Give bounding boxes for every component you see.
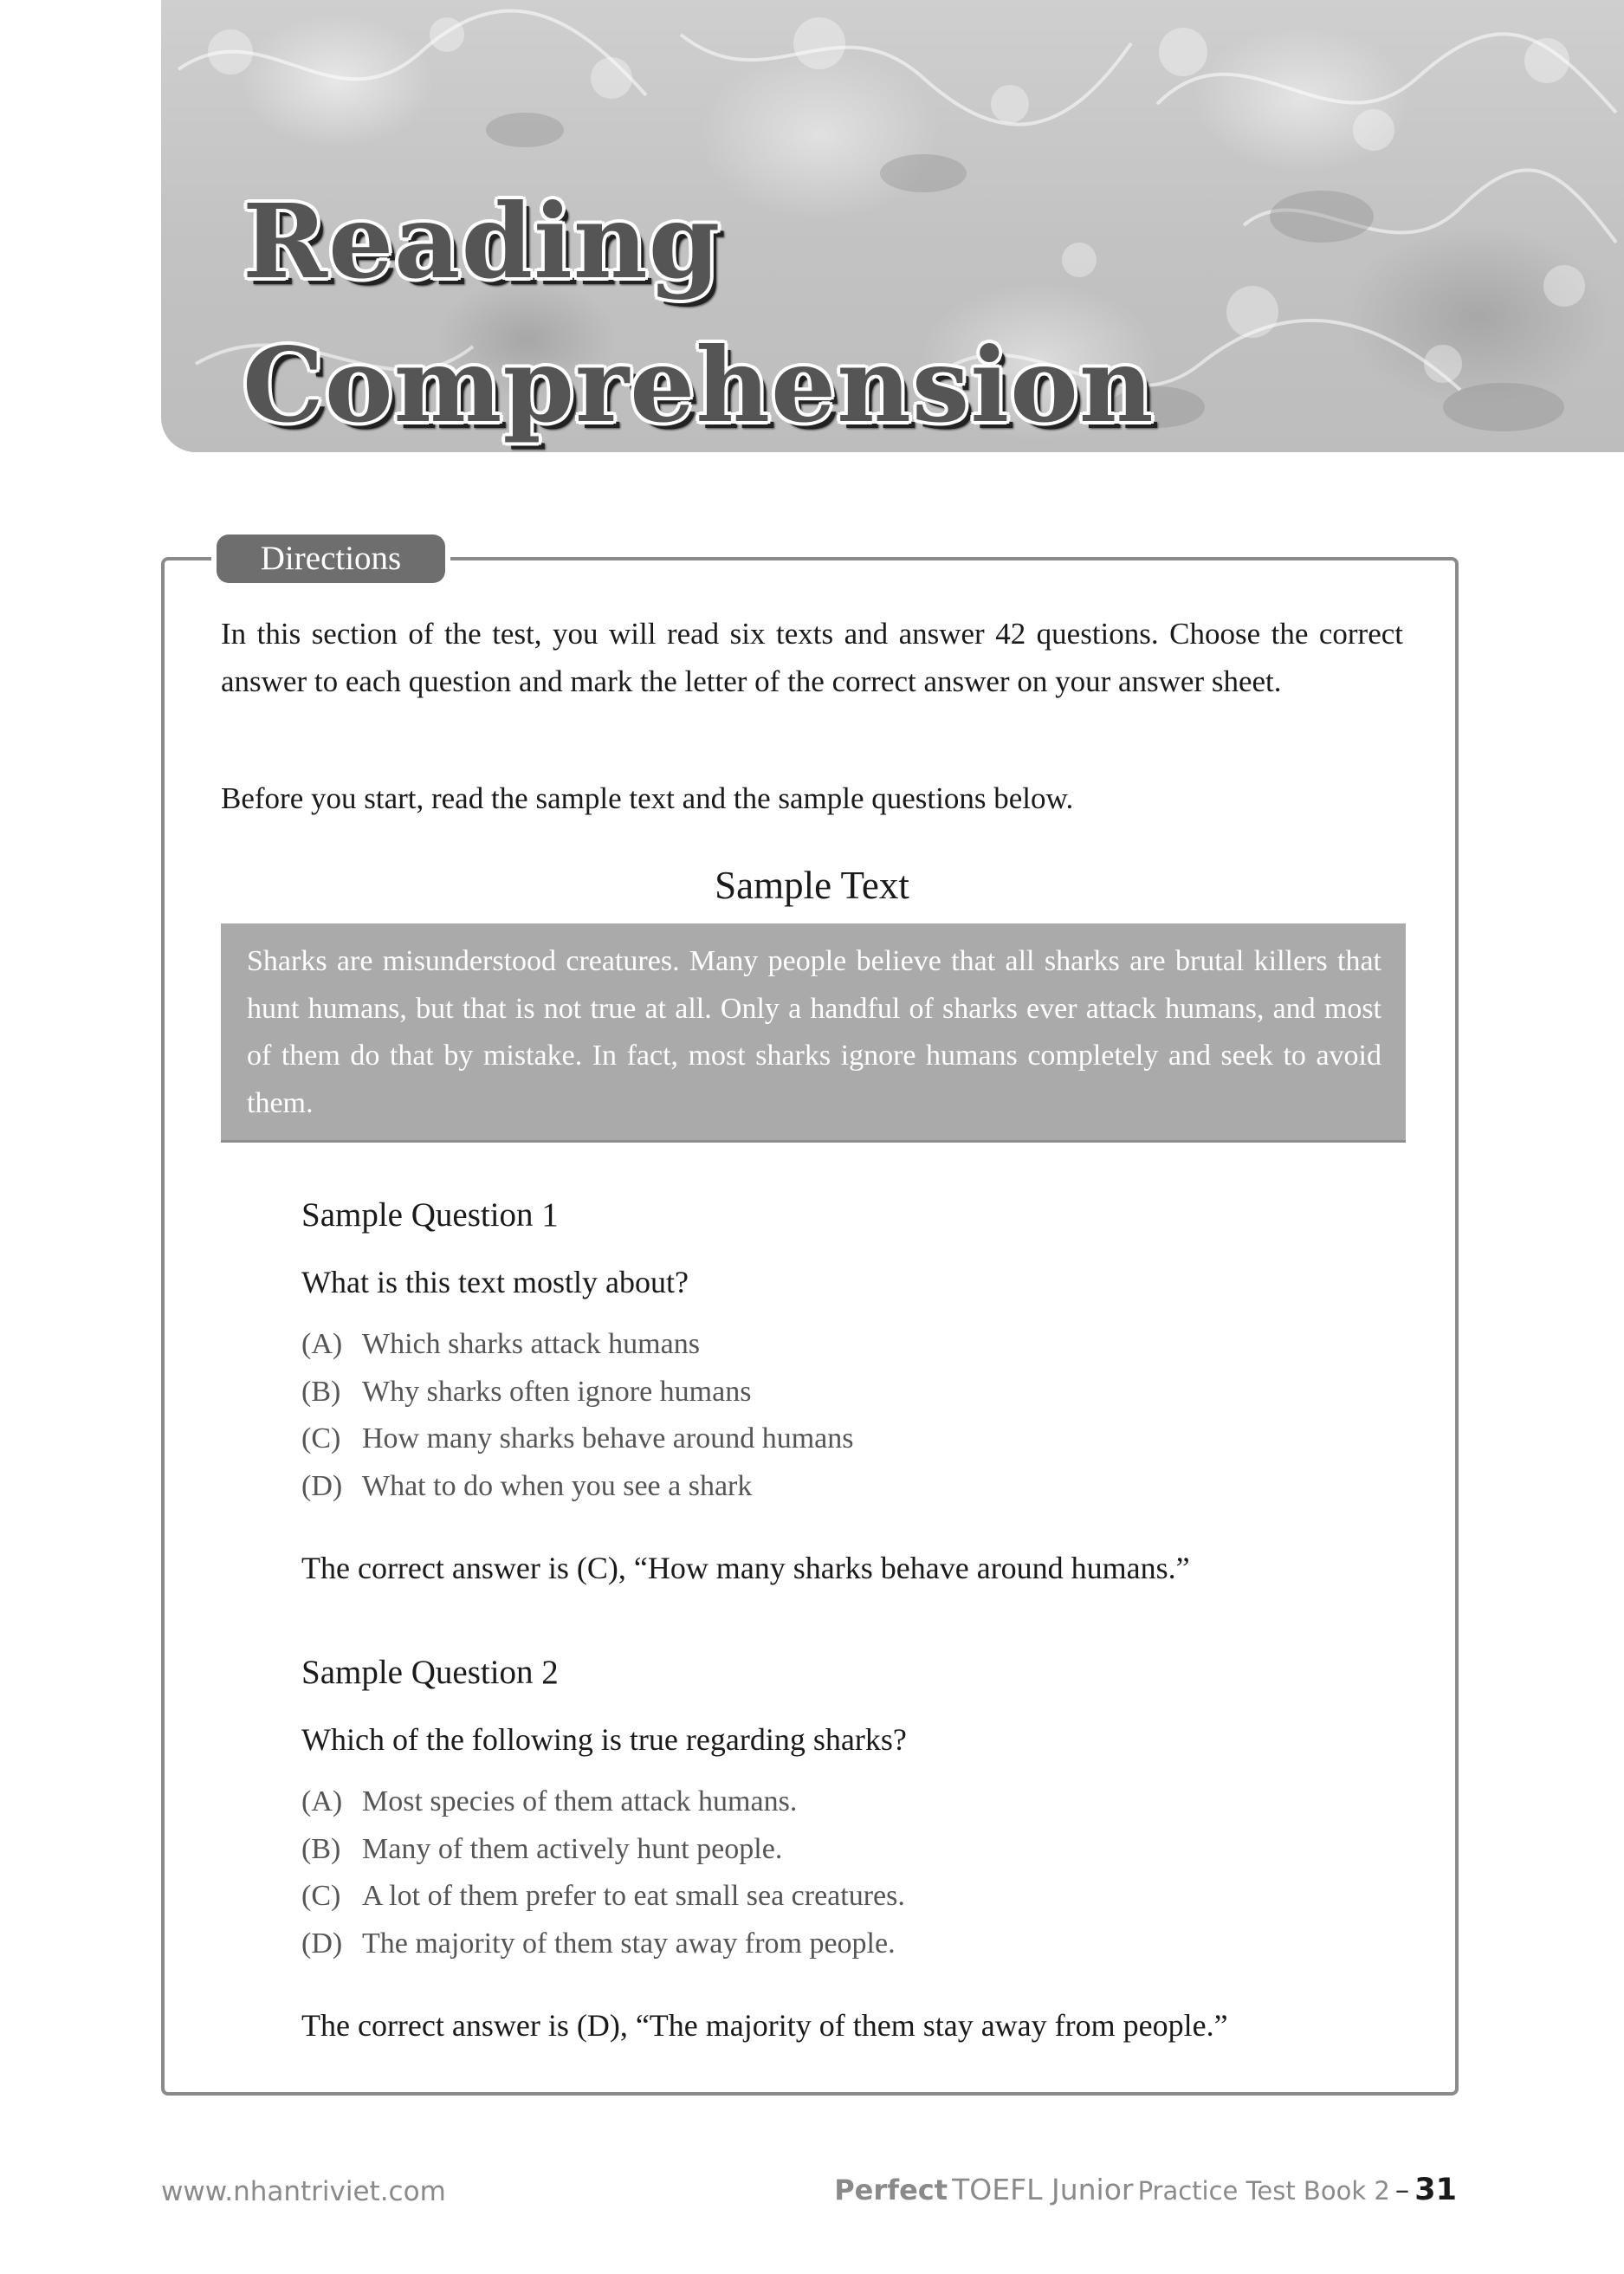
question-1-option-a <box>301 1321 853 1369</box>
footer-title: TOEFL Junior <box>952 2173 1134 2206</box>
footer-brand: Perfect <box>834 2174 948 2206</box>
question-2-heading: Sample Question 2 <box>301 1654 559 1691</box>
option-text: What to do when you see a shark <box>362 1469 753 1502</box>
page-title-line-2: Comprehension <box>243 325 1155 445</box>
option-letter: (D) <box>301 1927 343 1960</box>
option-text: Many of them actively hunt people. <box>362 1832 783 1865</box>
question-2-stem: Which of the following is true regarding sharks? <box>301 1722 907 1757</box>
question-1-heading: Sample Question 1 <box>301 1196 559 1234</box>
option-text: Why sharks often ignore humans <box>362 1375 752 1408</box>
option-letter: (D) <box>301 1469 343 1502</box>
option-text: A lot of them prefer to eat small sea creatures. <box>362 1880 905 1912</box>
option-letter: (A) <box>301 1785 343 1817</box>
question-1-option-d <box>301 1463 853 1511</box>
option-letter: (B) <box>301 1832 341 1865</box>
directions-paragraph: In this section of the test, you will read six texts and answer 42 questions. Choose the correct answer to each question and mark the letter of the correct answer on your answer sheet. <box>221 617 1403 698</box>
question-2-option-a <box>301 1778 905 1826</box>
option-text: Most species of them attack humans. <box>362 1785 798 1817</box>
option-letter: (C) <box>301 1880 341 1912</box>
footer-website: www.nhantriviet.com <box>161 2176 446 2207</box>
question-1-option-c <box>301 1416 853 1463</box>
option-letter: (C) <box>301 1422 341 1454</box>
question-1-option-b <box>301 1369 853 1416</box>
page-title <box>243 170 1155 452</box>
question-2-option-b <box>301 1826 905 1874</box>
question-2-option-c <box>301 1873 905 1921</box>
directions-tab: Directions <box>217 534 445 583</box>
option-text: The majority of them stay away from people. <box>362 1927 896 1960</box>
footer-subtitle: Practice Test Book 2 <box>1137 2176 1390 2206</box>
page-number: 31 <box>1414 2173 1457 2207</box>
option-text: How many sharks behave around humans <box>362 1422 854 1454</box>
sample-text-passage: Sharks are misunderstood creatures. Many people believe that all sharks are brutal killers that hunt humans, but that is not true at all. Only a handful of sharks ever attack humans, and most of them do that by mistake. In fact, most sharks ignore humans completely and seek to avoid them. <box>221 923 1406 1143</box>
page-title-line-1: Reading <box>243 181 721 301</box>
question-2-options <box>301 1778 905 1967</box>
option-text: Which sharks attack humans <box>362 1328 700 1360</box>
directions-instruction: Before you start, read the sample text and the sample questions below. <box>221 781 1074 815</box>
question-1-answer: The correct answer is (C), “How many sharks behave around humans.” <box>301 1551 1190 1585</box>
question-1-stem: What is this text mostly about? <box>301 1265 689 1299</box>
header-banner <box>161 0 1624 452</box>
footer-book-title <box>834 2169 1457 2216</box>
question-1-options <box>301 1321 853 1510</box>
option-letter: (B) <box>301 1375 341 1408</box>
sample-text-heading: Sample Text <box>715 864 909 907</box>
question-2-option-d <box>301 1921 905 1968</box>
question-2-answer: The correct answer is (D), “The majority of them stay away from people.” <box>301 2008 1228 2043</box>
footer-separator: – <box>1394 2173 1410 2206</box>
option-letter: (A) <box>301 1328 343 1360</box>
